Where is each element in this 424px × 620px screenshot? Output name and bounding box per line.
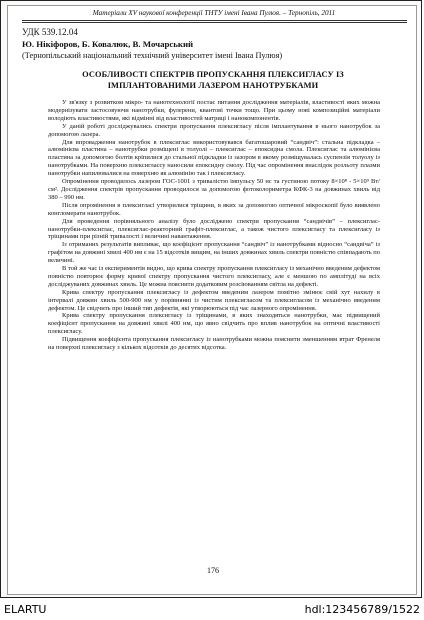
footer-repository-label: ELARTU <box>4 603 47 616</box>
authors: Ю. Нікіфоров, Б. Ковалюк, В. Мочарський <box>22 39 194 49</box>
paragraph: Підвищення коефіцієнта пропускання плексигласу із нанотрубками можна пояснити зменшенням втрат Френеля на поверхні плексигласу з кількох відсотків до десятих відсотка. <box>48 336 380 352</box>
paragraph: Крива спектру пропускання плексигласу із дефектом введеним лазером помітно змінює свій хут нахилу в інтервалі довжин хвиль 500-900 нм у порівнянні із чистим плексигласом та плексигласом із механічно введеним дефектом. Це свідчить про інший тип дефектів, які утворюються під час лазерного опромінення. <box>48 288 380 312</box>
document-page <box>7 5 417 595</box>
page-number: 176 <box>207 566 219 575</box>
paragraph: Крива спектру пропускання плексигласу із тріщинами, в яких знаходяться нанотрубки, має підвищений коефіцієнт пропускання на довжині хвилі 400 нм, що явно свідчить про вплив нанотрубок на оптичні властивості плексигласу. <box>48 312 380 336</box>
paragraph: У даній роботі досліджувались спектри пропускання плексигласу після імплантування в нього нанотрубок за допомогою лазера. <box>48 122 380 138</box>
paragraph: В той же час із експериментів видно, що крива спектру пропускання плексигласу із механічно введеним дефектом повністю повторює форму кривої спектру пропускання чистого плексигласу, але є меншою по амплітуді на всіх досліджуваних довжинах хвиль. Це можна пояснити додатковим розсіюванням світла на дефекті. <box>48 265 380 288</box>
paragraph: Для проведення порівняльного аналізу було досліджено спектри пропускання “сандвічів” – плексиглас-нанотрубки-плексиглас, плексиглас-реакторний графіт-плексиглас, а також чистого плексигласу та плексигласу із тріщинами при різній тривалості і величині навантаження. <box>48 217 380 241</box>
paper-body <box>48 99 380 352</box>
running-header: Матеріали XV наукової конференції ТНТУ імені Івана Пулюя. – Тернопіль, 2011 <box>92 9 336 17</box>
udk-code: УДК 539.12.04 <box>22 27 78 37</box>
header-rule-bottom <box>22 22 407 23</box>
paragraph: Після опромінення в плексигласі утворилися тріщини, в яких за допомогою оптичної мікроскопії було виявлено конгломерати нанотрубок. <box>48 201 380 217</box>
paper-title: ОСОБЛИВОСТІ СПЕКТРІВ ПРОПУСКАННЯ ПЛЕКСИГЛАСУ ІЗ ІМПЛАНТОВАНИМИ ЛАЗЕРОМ НАНОТРУБКАМИ <box>82 70 344 90</box>
paragraph: У зв'язку з розвитком мікро- та нанотехнології постає питання дослідження матеріалів, властивості яких можна модернізувати застосовуючи нанотрубки, фулерени, квантові точки тощо. При цьому нові композиційні матеріали володіють властивостями, які відмінні від властивостей матриці і нанокомпонентів. <box>48 99 380 122</box>
footer-handle-link[interactable]: hdl:123456789/1522 <box>304 603 420 616</box>
affiliation: (Тернопільський національний технічний університет імені Івана Пулюя) <box>22 51 283 60</box>
paragraph: Для впровадження нанотрубок в плексиглас використовувався багатошаровий “сандвіч”: стальна підкладка – алюмінієва пластина – нанотрубки розміщені в толуолі – плексиглас – епоксидна смола. Плексиглас та алюмінієва пластина за допомогою болтів кріпилися до стальної підкладки із зазором в якому розміщувалась суспензія толуолу із нанотрубками. На поверхню плексиглассу наносили епоксидну смолу. Під час опромінення внаслідок розльоту плазми нанотрубки напилювалися на поверхню як алюмінію так і плексигласу. <box>48 138 380 178</box>
paragraph: Із отриманих результатів випливає, що коефіцієнт пропускання “сандвіч” із нанотрубками відносно “сандвіча” із графітом на довжині хвилі 400 нм є на 15 відсотків вищим, на інших довжинах хвиль спектри повністю співпадають по величині. <box>48 241 380 265</box>
paragraph: Опромінення проводилось лазером ГОС-1001 з тривалістю імпульсу 50 нс та густиною потоку 8×10⁸ - 5×10⁹ Вт/см². Дослідження спектрів пропускання проводилося за допомогою фотоколориметра КФК-3 на довжинах хвиль від 380 – 990 нм. <box>48 178 380 201</box>
header-rule-top <box>22 20 407 21</box>
